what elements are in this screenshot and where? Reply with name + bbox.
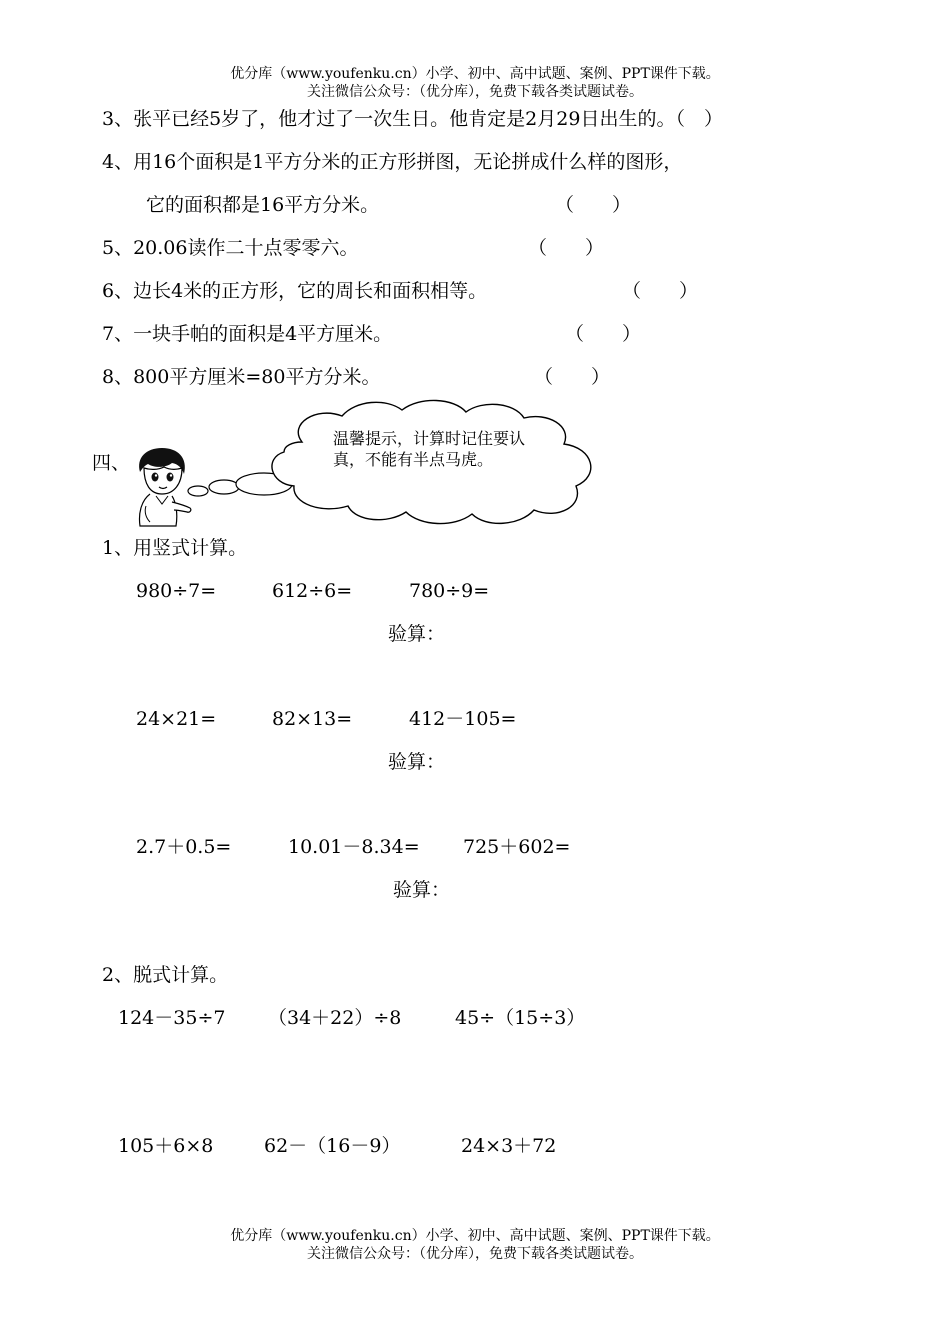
vertical-calc-item: 24×21= [136, 708, 217, 730]
check-label: 验算： [388, 623, 446, 645]
answer-paren-5: （ ） [528, 237, 605, 259]
vertical-calc-item: 2.7＋0.5= [136, 836, 232, 858]
stepwise-calc-title: 2、脱式计算。 [102, 964, 229, 986]
footer-line-2: 关注微信公众号：（优分库），免费下载各类试题试卷。 [307, 1246, 643, 1262]
footer-line-1: 优分库（www.youfenku.cn）小学、初中、高中试题、案例、PPT课件下载。 [230, 1228, 720, 1244]
stepwise-calc-item: 124－35÷7 [118, 1007, 226, 1029]
answer-paren-4: （ ） [555, 194, 632, 216]
question-4-line-1: 4、用16个面积是1平方分米的正方形拼图，无论拼成什么样的图形， [102, 151, 683, 173]
vertical-calc-item: 612÷6= [272, 580, 353, 602]
header-line-2: 关注微信公众号：（优分库），免费下载各类试题试卷。 [307, 84, 643, 100]
stepwise-calc-item: 62－（16－9） [264, 1135, 401, 1157]
check-label: 验算： [388, 751, 446, 773]
vertical-calc-title: 1、用竖式计算。 [102, 537, 248, 559]
question-4-line-2: 它的面积都是16平方分米。 [146, 194, 380, 216]
stepwise-calc-item: 45÷（15÷3） [455, 1007, 586, 1029]
question-8: 8、800平方厘米=80平方分米。 [102, 366, 381, 388]
tip-text: 温馨提示，计算时记住要认真，不能有半点马虎。 [333, 429, 526, 469]
question-5: 5、20.06读作二十点零零六。 [102, 237, 359, 259]
stepwise-calc-item: 24×3＋72 [461, 1135, 557, 1157]
stepwise-calc-item: 105＋6×8 [118, 1135, 214, 1157]
answer-paren-6: （ ） [622, 280, 699, 302]
vertical-calc-item: 725＋602= [463, 836, 571, 858]
vertical-calc-item: 780÷9= [409, 580, 490, 602]
vertical-calc-item: 980÷7= [136, 580, 217, 602]
question-6: 6、边长4米的正方形，它的周长和面积相等。 [102, 280, 488, 302]
question-3: 3、张平已经5岁了，他才过了一次生日。他肯定是2月29日出生的。（ ） [102, 108, 723, 130]
stepwise-calc-item: （34＋22）÷8 [268, 1007, 402, 1029]
answer-paren-8: （ ） [534, 366, 611, 388]
section-4-label: 四、 [92, 452, 131, 474]
vertical-calc-item: 82×13= [272, 708, 353, 730]
header-line-1: 优分库（www.youfenku.cn）小学、初中、高中试题、案例、PPT课件下载。 [230, 66, 720, 82]
vertical-calc-item: 412－105= [409, 708, 517, 730]
answer-paren-7: （ ） [565, 323, 642, 345]
check-label: 验算： [393, 879, 451, 901]
vertical-calc-item: 10.01－8.34= [288, 836, 420, 858]
question-7: 7、一块手帕的面积是4平方厘米。 [102, 323, 393, 345]
